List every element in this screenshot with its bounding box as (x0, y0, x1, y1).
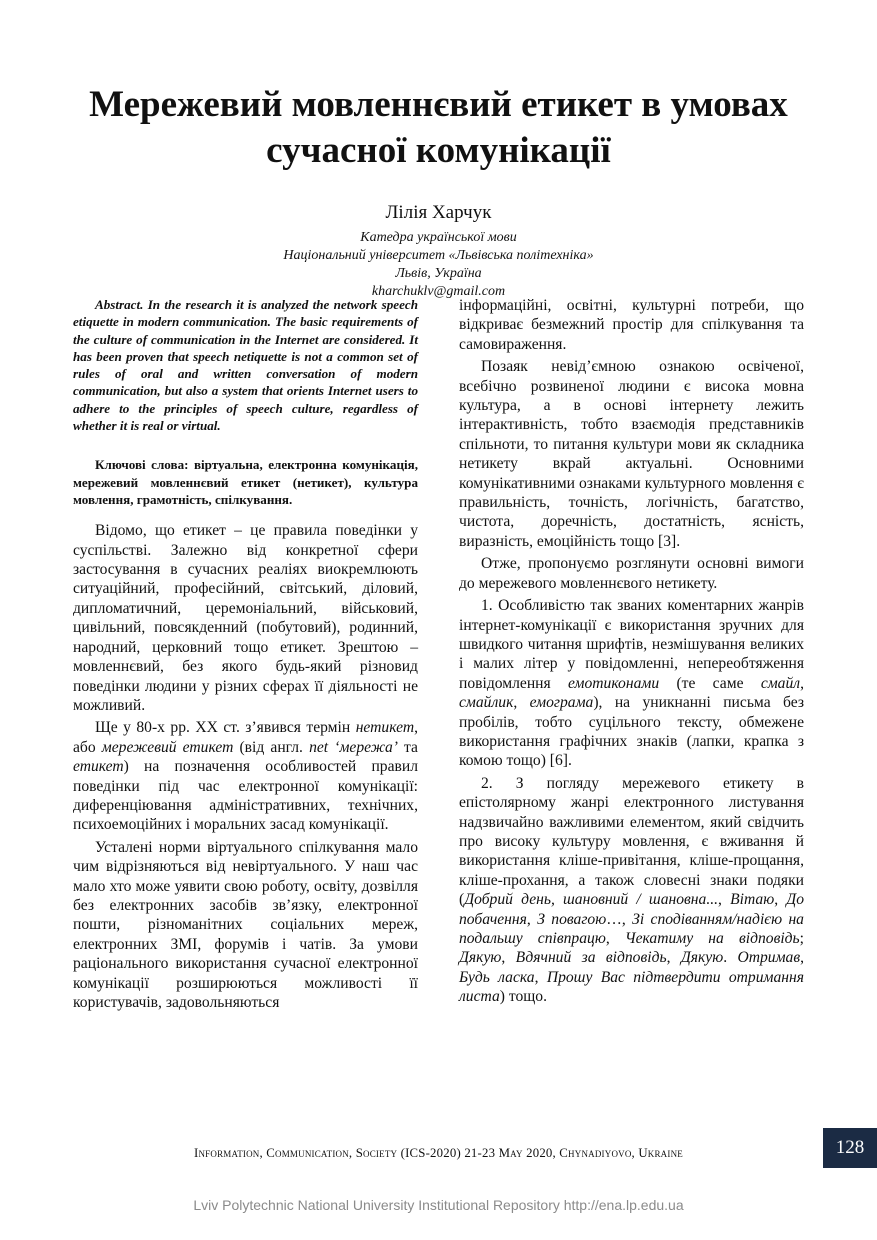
affiliation-university: Національний університет «Львівська політехніка» (283, 248, 594, 263)
right-column (459, 296, 804, 1010)
paragraph: Ще у 80-х рр. ХХ ст. з’явився термін нетикет, або мережевий етикет (від англ. net ‘мережа’ та етикет) на позначення особливостей правил поведінки під час електронної комунікації: диференціювання адміністративних, технічних, психоемоційних і моральних засад комунікації. (73, 719, 418, 834)
affiliation-city: Львів, Україна (395, 266, 482, 281)
repository-link[interactable]: Lviv Polytechnic National University Institutional Repository http://ena.lp.edu.ua (193, 1197, 684, 1213)
left-column (73, 296, 418, 1015)
paper-title: Мережевий мовленнєвий етикет в умовах сучасної комунікації (89, 84, 788, 171)
left-body-text (73, 521, 418, 1012)
paragraph: Відомо, що етикет – це правила поведінки у суспільстві. Залежно від конкретної сфери застосування в сучасних реаліях виокремлюють ситуаційний, професійний, світський, діловий, дипломатичний, церемоніальний, військовий, цивільний, повсякденний (побутовий), родинний, народний, церковний тощо етикет. Зрештою – мовленнєвий, без якого будь-який різновид поведінки людини у різних сферах її діяльності не можливий. (73, 522, 418, 714)
keywords: Ключові слова: віртуальна, електронна комунікація, мережевий мовленнєвий етикет (нетикет), культура мовлення, грамотність, спілкування. (73, 457, 418, 507)
paragraph: інформаційні, освітні, культурні потреби, що відкриває безмежний простір для спілкування та самовираження. (459, 297, 804, 353)
paragraph: Усталені норми віртуального спілкування мало чим відрізняються від невіртуального. У наш час мало хто може уявити свою роботу, освіту, дозвілля без електронних засобів зв’язку, електронної пошти, різноманітних соціальних мереж, електронних ЗМІ, форумів і чатів. За умови раціонального використання сучасної електронної комунікації розширюються можливості її користувачів, задовольняються (73, 838, 418, 1012)
list-item-2: 2. З погляду мережевого етикету в епістолярному жанрі електронного листування надзвичайно важливими елементом, який свідчить про високу культуру мовлення, є вживання й використання кліше-привітання, кліше-прощання, кліше-прохання, а також словесні знаки подяки (Добрий день, шановний / шановна..., Вітаю, До побачення, З повагою…, Зі сподіванням/надією на подальшу співпрацю, Чекатиму на відповідь; Дякую, Вдячний за відповідь, Дякую. Отримав, Будь ласка, Прошу Вас підтвердити отримання листа) тощо. (459, 774, 805, 1006)
paragraph: Отже, пропонуємо розглянути основні вимоги до мережевого мовленнєвого нетикету. (459, 555, 804, 592)
affiliation-department: Катедра української мови (360, 230, 517, 245)
page-number-badge: 128 (823, 1128, 877, 1168)
right-body-text (459, 296, 804, 1007)
author-email[interactable]: kharchuklv@gmail.com (371, 284, 506, 299)
list-item-1: 1. Особливістю так званих коментарних жанрів інтернет-комунікації є використання зручних для швидкого читання шрифтів, незмішування великих і малих літер у повідомленні, непереобтяження повідомлення емотиконами (те саме смайл, смайлик, емограма), на уникнанні письма без пробілів, тобто суцільного тексту, обмежене використання графічних знаків (лапки, крапка з комою тощо) [6]. (459, 597, 804, 770)
author-name: Лілія Харчук (385, 202, 492, 223)
abstract: Abstract. In the research it is analyzed the network speech etiquette in modern communication. The basic requirements of the culture of communication in the Internet are considered. It has been proven that speech netiquette is not a common set of rules of oral and written conversation of modern communication, but also a system that orients Internet users to adhere to the principles of speech culture, regardless of whether it is real or virtual. (73, 297, 418, 434)
paragraph: Позаяк невід’ємною ознакою освіченої, всебічно розвиненої людини є висока мовна культура, а в основі інтернету лежить інтерактивність, тобто взаємодія представників спільноти, то питання культури мови як складника нетикету вкрай актуальні. Основними комунікативними ознаками культурного мовлення є правильність, точність, логічність, багатство, чистота, доречність, достатність, ясність, виразність, емоційність тощо [3]. (459, 358, 804, 550)
conference-footer: Information, Communication, Society (ICS-2020) 21-23 May 2020, Chynadiyovo, Ukraine (194, 1146, 683, 1160)
